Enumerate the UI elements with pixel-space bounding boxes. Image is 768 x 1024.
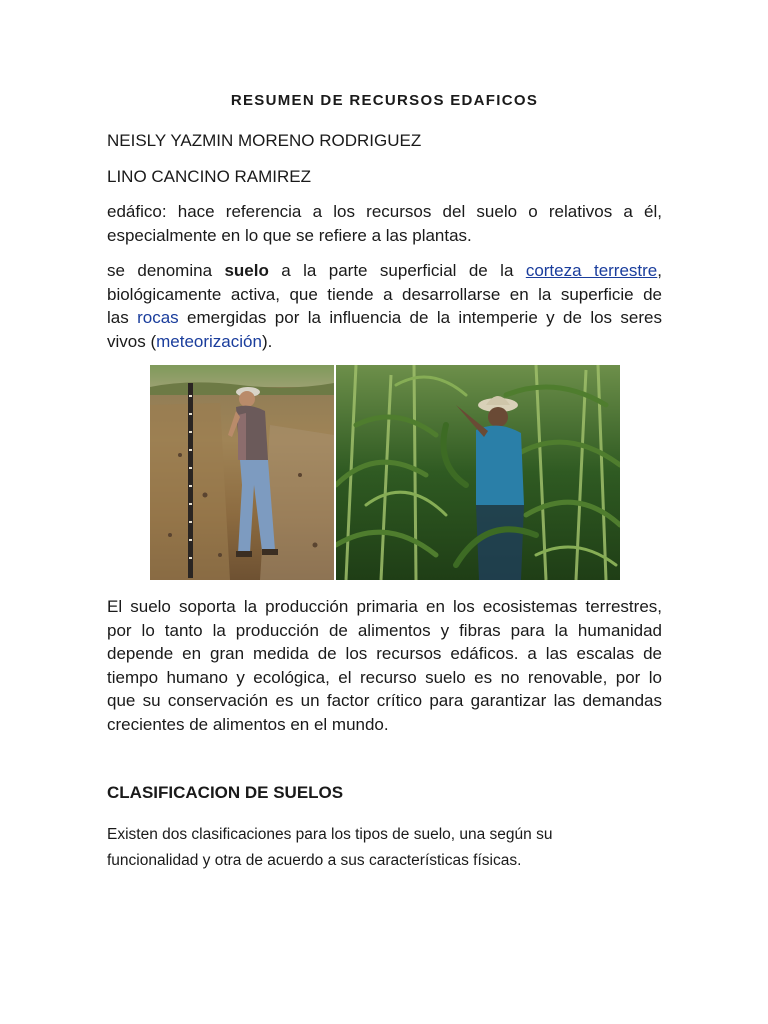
production-paragraph xyxy=(107,595,662,736)
definition-line-2: especialmente en lo que se refiere a las plantas. xyxy=(107,225,472,245)
corn-field-photo xyxy=(336,365,620,580)
definition-line-1: edáfico: hace referencia a los recursos del suelo o relativos a él, xyxy=(107,202,662,221)
section-line-1: Existen dos clasificaciones para los tipos de suelo, una según su xyxy=(107,826,553,843)
production-line: El suelo soporta la producción primaria en los ecosistemas terrestres, xyxy=(107,597,662,616)
section-paragraph xyxy=(107,822,662,874)
section-line-2: funcionalidad y otra de acuerdo a sus características físicas. xyxy=(107,852,522,869)
section-heading: CLASIFICACION DE SUELOS xyxy=(107,783,344,802)
document-title: RESUMEN DE RECURSOS EDAFICOS xyxy=(230,92,539,109)
production-line: crecientes de alimentos en el mundo. xyxy=(107,714,389,734)
suelo-line-3: las rocas emergidas por la influencia de la intemperie y de los seres xyxy=(107,308,662,327)
production-line: por lo tanto la producción de alimentos y fibras para la humanidad xyxy=(107,620,662,640)
suelo-line-2: biológicamente activa, que tiende a desarrollarse en la superficie de xyxy=(107,284,662,304)
production-line: que su conservación es un factor crítico para garantizar las demandas xyxy=(107,691,662,710)
definition-paragraph xyxy=(107,200,662,247)
production-line: depende en gran medida de los recursos edáficos. a las escalas de xyxy=(107,644,662,663)
suelo-paragraph xyxy=(107,259,662,353)
author-2: LINO CANCINO RAMIREZ xyxy=(107,167,312,186)
soil-profile-photo xyxy=(150,365,334,580)
photo-strip xyxy=(150,365,620,580)
meteorizacion-link[interactable]: meteorización xyxy=(156,331,262,351)
suelo-line-4: vivos (meteorización). xyxy=(107,331,273,351)
author-1: NEISLY YAZMIN MORENO RODRIGUEZ xyxy=(107,131,422,150)
suelo-line-1: se denomina suelo a la parte superficial de la corteza terrestre, xyxy=(107,261,662,280)
production-line: tiempo humano y ecológica, el recurso suelo es no renovable, por lo xyxy=(107,667,662,687)
corteza-terrestre-link[interactable]: corteza terrestre xyxy=(525,261,658,280)
rocas-link[interactable]: rocas xyxy=(137,308,179,327)
suelo-term: suelo xyxy=(224,261,269,280)
